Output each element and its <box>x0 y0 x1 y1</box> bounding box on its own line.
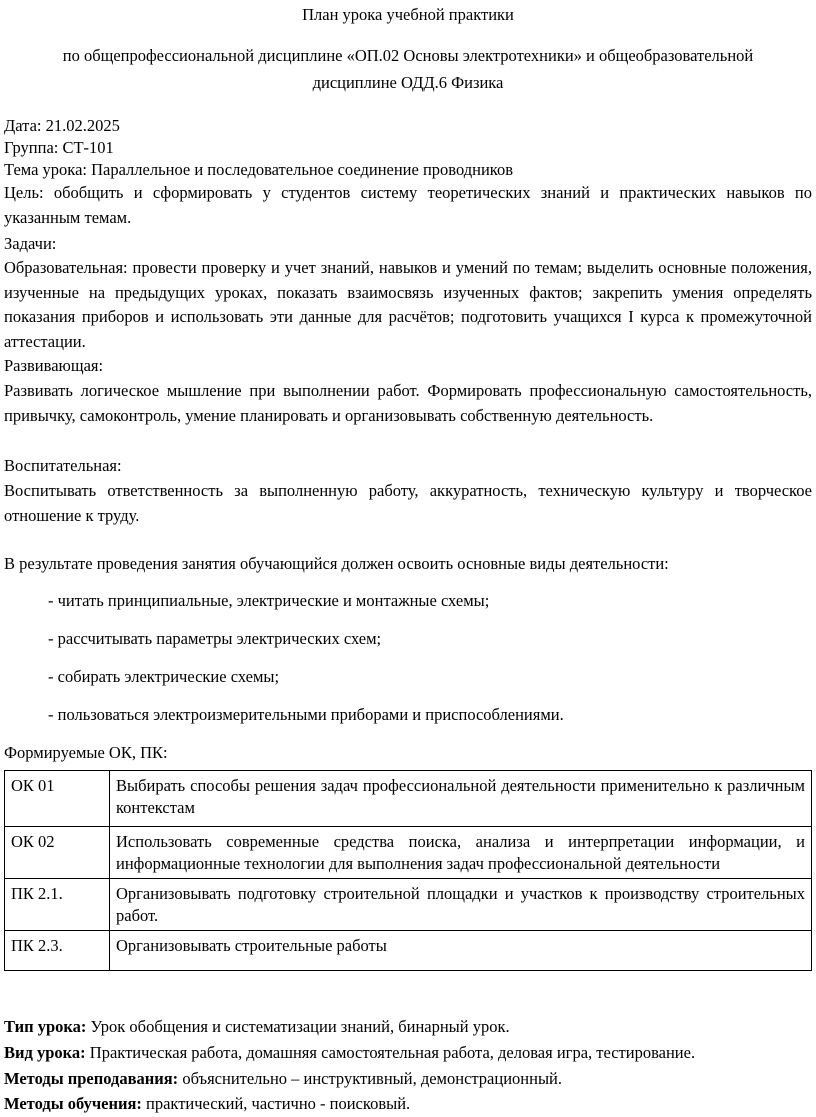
competency-code: ПК 2.3. <box>5 931 110 971</box>
competency-text: Организовывать подготовку строительной площадки и участков к производству строительных работ. <box>110 879 812 931</box>
upbringing-paragraph: Воспитывать ответственность за выполненную работу, аккуратность, техническую культуру и творческое отношение к труду. <box>4 481 812 525</box>
educational-paragraph: Образовательная: провести проверку и учет знаний, навыков и умений по темам; выделить основные положения, изученные на предыдущих уроках, показать взаимосвязь изученных фактов; закрепить умения определять показания приборов и использовать эти данные для расчётов; подготовить учащихся I курса к промежуточной аттестации. <box>4 258 812 351</box>
competency-text: Использовать современные средства поиска, анализа и интерпретации информации, и информационные технологии для выполнения задач профессиональной деятельности <box>110 827 812 879</box>
list-item: - пользоваться электроизмерительными приборами и приспособлениями. <box>48 705 564 724</box>
table-row <box>5 931 812 971</box>
lesson-kind-value: Практическая работа, домашняя самостоятельная работа, деловая игра, тестирование. <box>85 1043 696 1062</box>
competency-text: Выбирать способы решения задач профессиональной деятельности применительно к различным контекстам <box>110 771 812 827</box>
learning-methods-label: Методы обучения: <box>4 1094 142 1113</box>
document-title: План урока учебной практики <box>302 5 514 24</box>
date-line: Дата: 21.02.2025 <box>4 116 120 135</box>
lesson-type-value: Урок обобщения и систематизации знаний, бинарный урок. <box>86 1017 510 1036</box>
lesson-type-line <box>4 1016 812 1038</box>
list-item: - собирать электрические схемы; <box>48 667 280 686</box>
competency-text: Организовывать строительные работы <box>110 931 812 971</box>
learning-methods-line <box>4 1093 812 1115</box>
teaching-methods-label: Методы преподавания: <box>4 1069 179 1088</box>
table-row <box>5 827 812 879</box>
competencies-heading: Формируемые ОК, ПК: <box>4 743 168 762</box>
competency-code: ОК 02 <box>5 827 110 879</box>
developing-paragraph: Развивать логическое мышление при выполнении работ. Формировать профессиональную самостоятельность, привычку, самоконтроль, умение планировать и организовывать собственную деятельность. <box>4 381 812 425</box>
list-item: - рассчитывать параметры электрических схем; <box>48 629 382 648</box>
lesson-type-label: Тип урока: <box>4 1017 87 1036</box>
competencies-table <box>4 770 812 971</box>
group-line: Группа: СТ-101 <box>4 138 114 157</box>
lesson-kind-line <box>4 1042 812 1064</box>
results-intro: В результате проведения занятия обучающийся должен освоить основные виды деятельности: <box>4 554 669 573</box>
list-item: - читать принципиальные, электрические и монтажные схемы; <box>48 591 490 610</box>
table-row <box>5 771 812 827</box>
topic-line: Тема урока: Параллельное и последовательное соединение проводников <box>4 160 514 179</box>
lesson-kind-label: Вид урока: <box>4 1043 86 1062</box>
developing-heading: Развивающая: <box>4 356 104 375</box>
upbringing-heading: Воспитательная: <box>4 456 122 475</box>
competency-code: ПК 2.1. <box>5 879 110 931</box>
document-subtitle: по общепрофессиональной дисциплине «ОП.02 Основы электротехники» и общеобразовательной дисциплине ОДД.6 Физика <box>62 46 754 92</box>
table-row <box>5 879 812 931</box>
tasks-heading: Задачи: <box>4 234 57 253</box>
competency-code: ОК 01 <box>5 771 110 827</box>
teaching-methods-value: объяснительно – инструктивный, демонстрационный. <box>178 1069 562 1088</box>
learning-methods-value: практический, частично - поисковый. <box>141 1094 411 1113</box>
teaching-methods-line <box>4 1068 812 1090</box>
goal-paragraph: Цель: обобщить и сформировать у студентов систему теоретических знаний и практических навыков по указанным темам. <box>4 183 812 227</box>
